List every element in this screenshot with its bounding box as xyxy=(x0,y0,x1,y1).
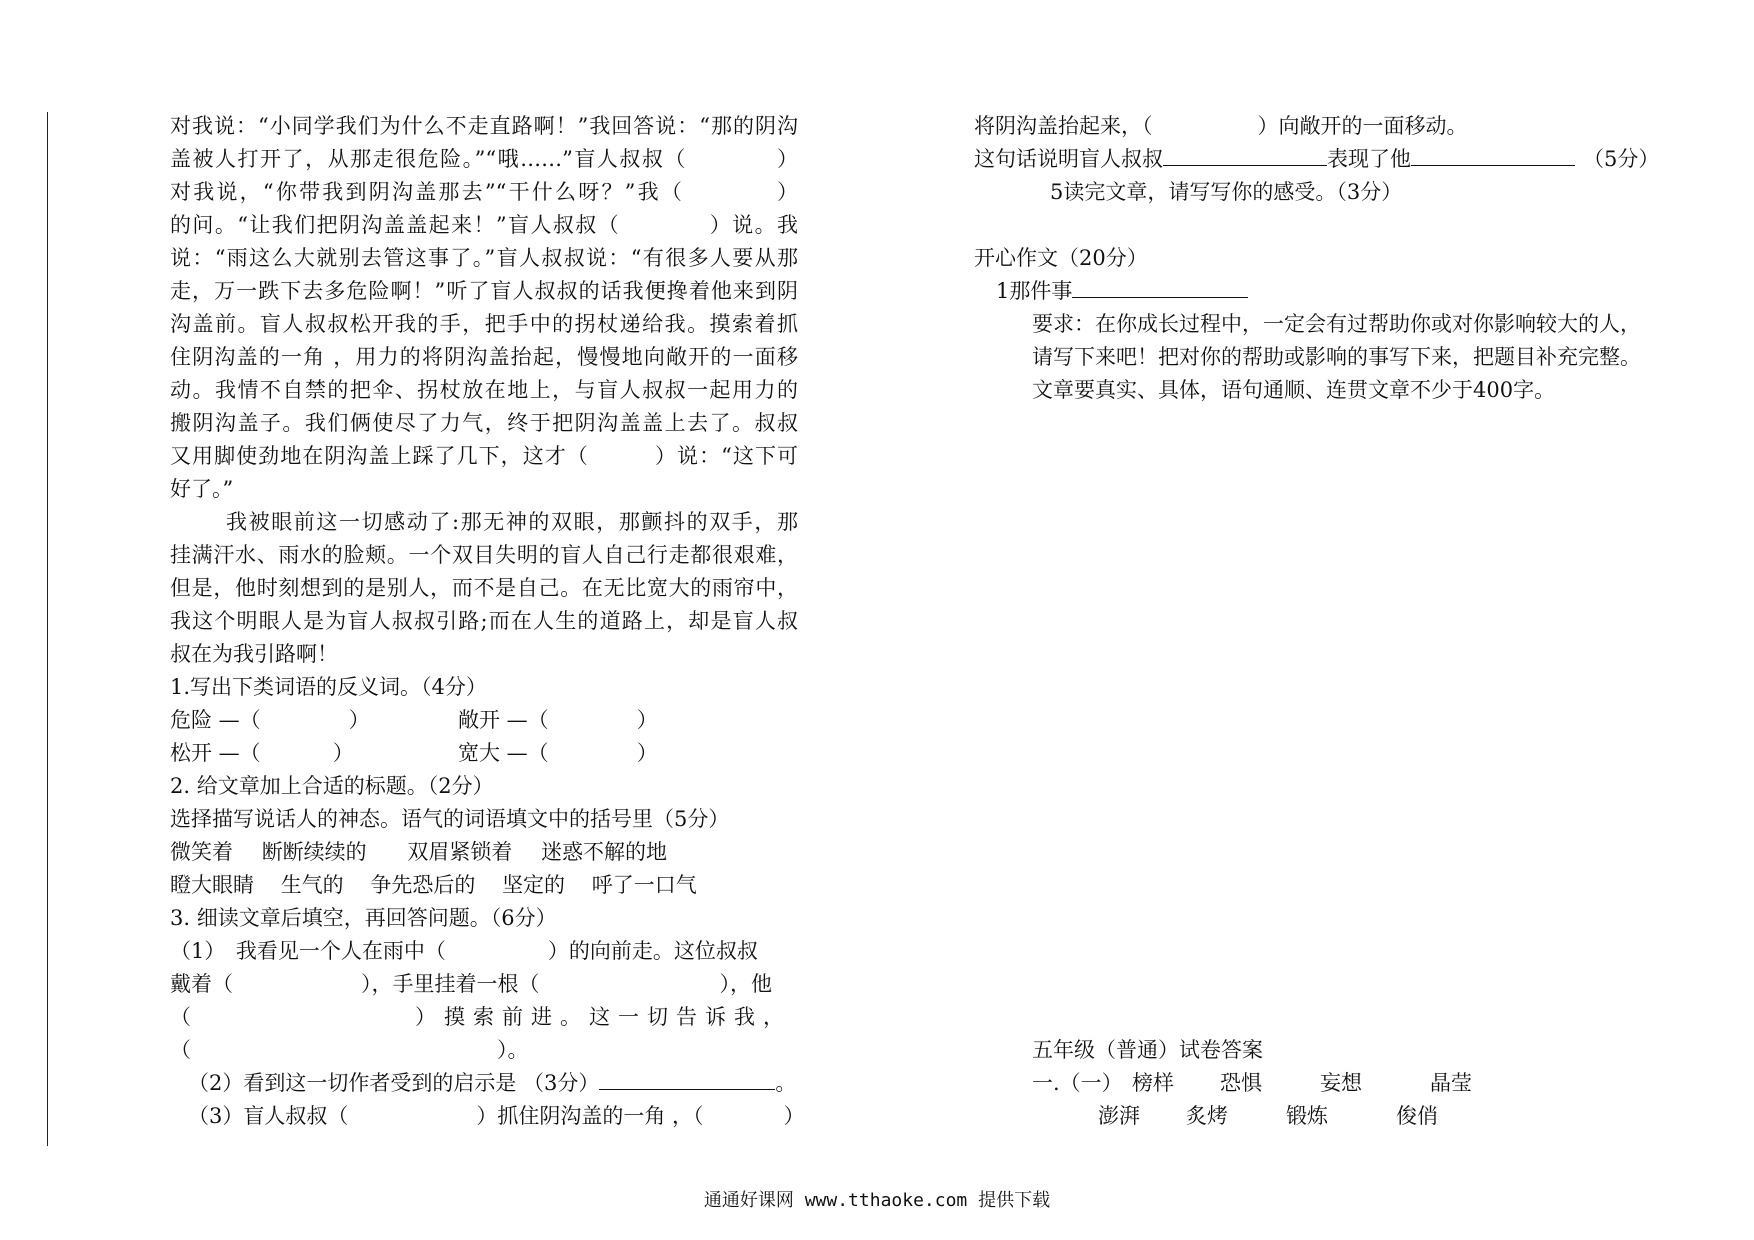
word-bank-item: 坚定的 xyxy=(502,873,566,897)
essay-topic-line: 1那件事 xyxy=(974,275,1674,308)
answer-word: 炙烤 xyxy=(1186,1104,1228,1128)
answer-word: 澎湃 xyxy=(1098,1104,1140,1128)
q3-part1-line: 戴着（ ），手里挂着一根（ ），他 xyxy=(170,972,772,996)
q4-line: 这句话说明盲人叔叔 表现了他 （5分） xyxy=(974,143,1674,176)
answer-blank[interactable] xyxy=(1163,143,1327,166)
answer-key-title: 五年级（普通）试卷答案 xyxy=(1032,1038,1263,1062)
antonym-item: 敞开 —（ ） xyxy=(458,708,658,732)
story-line: 对我说，“你带我到阴沟盖那去”“干什么呀？”我（ ） xyxy=(170,180,798,204)
word-bank-item: 迷惑不解的地 xyxy=(541,840,668,864)
story-line: 对我说：“小同学我们为什么不走直路啊！”我回答说：“那的阴沟 xyxy=(170,114,798,138)
story-line: 好了。” xyxy=(170,477,234,501)
word-bank-item: 生气的 xyxy=(280,873,344,897)
story-line: 搬阴沟盖子。我们俩使尽了力气，终于把阴沟盖盖上去了。叔叔 xyxy=(170,411,798,435)
story-line: 的问。“让我们把阴沟盖盖起来！”盲人叔叔（ ）说。我 xyxy=(170,213,798,237)
antonym-item: 宽大 —（ ） xyxy=(458,741,658,765)
antonym-item: 松开 —（ ） xyxy=(170,741,354,765)
answer-word: 榜样 xyxy=(1132,1071,1174,1095)
word-bank-item: 双眉紧锁着 xyxy=(407,840,513,864)
q3-part1-line: （1） 我看见一个人在雨中（ ）的向前走。这位叔叔 xyxy=(170,939,758,963)
essay-requirement: 文章要真实、具体，语句通顺、连贯文章不少于400字。 xyxy=(1032,378,1556,402)
antonym-item: 危险 —（ ） xyxy=(170,708,370,732)
story-line: 住阴沟盖的一角 ，用力的将阴沟盖抬起，慢慢地向敞开的一面移 xyxy=(170,345,798,369)
answer-word: 锻炼 xyxy=(1286,1104,1328,1128)
story-line: 走，万一跌下去多危险啊！”听了盲人叔叔的话我便搀着他来到阴 xyxy=(170,279,798,303)
word-bank-row xyxy=(170,836,798,869)
story-line: 又用脚使劲地在阴沟盖上踩了几下，这才（ ）说：“这下可 xyxy=(170,444,798,468)
story-para2-line: 叔在为我引路啊！ xyxy=(170,642,338,666)
q2-subtitle: 选择描写说话人的神态。语气的词语填文中的括号里（5分） xyxy=(170,807,730,831)
story-para2-line: 我被眼前这一切感动了:那无神的双眼，那颤抖的双手，那 xyxy=(226,510,798,534)
story-line: 说：“雨这么大就别去管这事了。”盲人叔叔说：“有很多人要从那 xyxy=(170,246,798,270)
q3-title: 3. 细读文章后填空，再回答问题。（6分） xyxy=(170,906,557,930)
q1-title: 1.写出下类词语的反义词。（4分） xyxy=(170,675,487,699)
word-bank-item: 呼了一口气 xyxy=(591,873,697,897)
word-bank-item: 瞪大眼睛 xyxy=(170,873,254,897)
essay-title: 开心作文（20分） xyxy=(974,246,1148,270)
binding-margin-line xyxy=(47,112,48,1146)
story-para2-line: 但是，他时刻想到的是别人，而不是自己。在无比宽大的雨帘中， xyxy=(170,576,798,600)
answer-blank[interactable] xyxy=(599,1067,775,1090)
q1-row xyxy=(170,737,798,770)
q3-part1-line: （ ）。 xyxy=(170,1038,529,1062)
q2-title: 2. 给文章加上合适的标题。（2分） xyxy=(170,774,494,798)
story-line: 动。我情不自禁的把伞、拐杖放在地上，与盲人叔叔一起用力的 xyxy=(170,378,798,402)
word-bank-item: 微笑着 xyxy=(170,840,233,864)
word-bank-item: 断断续续的 xyxy=(261,840,367,864)
q5-line: 5读完文章，请写写你的感受。（3分） xyxy=(1050,180,1403,204)
right-column xyxy=(974,110,1674,407)
answer-key-row: 一.（一） 榜样 恐惧 妄想 晶莹 xyxy=(1032,1067,1592,1100)
q3-part1-line: （ ）摸索前进。这一切告诉我， xyxy=(170,1005,792,1029)
answer-word: 晶莹 xyxy=(1430,1071,1472,1095)
word-bank-item: 争先恐后的 xyxy=(370,873,476,897)
q3-part2-line: （2）看到这一切作者受到的启示是 （3分） 。 xyxy=(170,1067,798,1100)
essay-requirement: 请写下来吧！把对你的帮助或影响的事写下来，把题目补充完整。 xyxy=(1032,345,1641,369)
q1-row xyxy=(170,704,798,737)
left-column xyxy=(170,110,805,1133)
q3-continued-line: 将阴沟盖抬起来，（ ）向敞开的一面移动。 xyxy=(974,114,1468,138)
page-footer: 通通好课网 www.tthaoke.com 提供下载 xyxy=(703,1190,1051,1211)
q3-part3-line: （3）盲人叔叔（ ）抓住阴沟盖的一角 ，（ ） xyxy=(188,1104,805,1128)
answer-key xyxy=(1032,1034,1592,1133)
story-line: 沟盖前。盲人叔叔松开我的手，把手中的拐杖递给我。摸索着抓 xyxy=(170,312,798,336)
answer-word: 妄想 xyxy=(1320,1071,1362,1095)
answer-blank[interactable] xyxy=(1411,143,1575,166)
word-bank-row xyxy=(170,869,798,902)
essay-requirement: 要求：在你成长过程中，一定会有过帮助你或对你影响较大的人， xyxy=(1032,312,1641,336)
answer-key-row xyxy=(1032,1100,1592,1133)
story-line: 盖被人打开了，从那走很危险。”“哦……”盲人叔叔（ ） xyxy=(170,147,798,171)
story-para2-line: 挂满汗水、雨水的脸颊。一个双目失明的盲人自己行走都很艰难， xyxy=(170,543,798,567)
story-para2-line: 我这个明眼人是为盲人叔叔引路;而在人生的道路上，却是盲人叔 xyxy=(170,609,798,633)
answer-word: 俊俏 xyxy=(1396,1104,1438,1128)
answer-word: 恐惧 xyxy=(1220,1071,1262,1095)
essay-title-blank[interactable] xyxy=(1072,275,1248,298)
